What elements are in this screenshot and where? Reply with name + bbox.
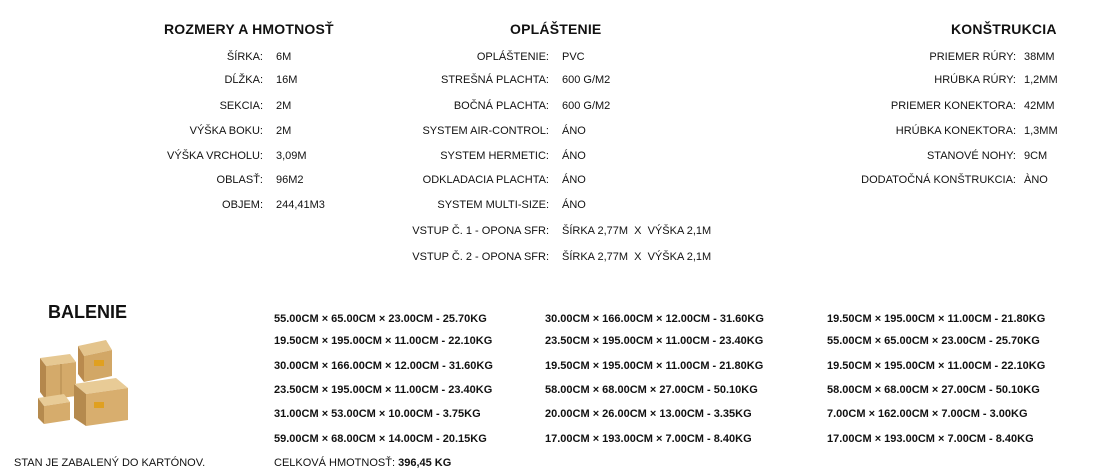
dims-spec-value: 16M — [276, 74, 298, 86]
package-item: 58.00CM × 68.00CM × 27.00CM - 50.10KG — [545, 384, 758, 396]
cover-spec-label: SYSTEM HERMETIC: — [440, 150, 549, 162]
dims-spec-label: ŠÍRKA: — [226, 51, 263, 63]
cover-spec-value: ÁNO — [562, 150, 586, 162]
dims-spec-value: 2M — [276, 100, 292, 112]
construction-spec-label: STANOVÉ NOHY: — [926, 150, 1016, 162]
construction-spec-value: ÀNO — [1024, 174, 1048, 186]
dims-spec-label: SEKCIA: — [219, 100, 263, 112]
total-weight-value: 396,45 KG — [398, 457, 452, 469]
package-item: 19.50CM × 195.00CM × 11.00CM - 21.80KG — [545, 360, 764, 372]
packaging-note: STAN JE ZABALENÝ DO KARTÓNOV. — [14, 457, 206, 469]
package-item: 59.00CM × 68.00CM × 14.00CM - 20.15KG — [274, 433, 487, 445]
construction-spec-value: 9CM — [1024, 150, 1048, 162]
construction-spec-value: 1,3MM — [1024, 125, 1058, 137]
dims-spec-label: VÝŠKA VRCHOLU: — [167, 150, 263, 162]
cover-spec-value: ÁNO — [562, 125, 586, 137]
cover-spec-label: VSTUP Č. 2 - OPONA SFR: — [412, 251, 549, 263]
package-item: 58.00CM × 68.00CM × 27.00CM - 50.10KG — [827, 384, 1040, 396]
construction-spec-label: HRÚBKA RÚRY: — [934, 74, 1016, 86]
dims-spec-value: 96M2 — [276, 174, 304, 186]
cover-spec-value: 600 G/M2 — [562, 100, 611, 112]
construction-spec-label: PRIEMER RÚRY: — [929, 51, 1016, 63]
package-item: 30.00CM × 166.00CM × 12.00CM - 31.60KG — [274, 360, 493, 372]
package-item: 20.00CM × 26.00CM × 13.00CM - 3.35KG — [545, 408, 752, 420]
cover-spec-label: OPLÁŠTENIE: — [476, 51, 549, 63]
dims-spec-label: DĹŽKA: — [224, 74, 263, 86]
dims-spec-value: 3,09M — [276, 150, 307, 162]
cover-spec-value: 600 G/M2 — [562, 74, 611, 86]
cover-spec-label: VSTUP Č. 1 - OPONA SFR: — [412, 225, 549, 237]
total-weight — [274, 457, 451, 469]
cover-spec-label: BOČNÁ PLACHTA: — [453, 100, 549, 112]
total-weight-label: CELKOVÁ HMOTNOSŤ: — [274, 457, 396, 469]
dims-spec-label: OBLASŤ: — [216, 174, 263, 186]
construction-spec-label: PRIEMER KONEKTORA: — [890, 100, 1016, 112]
construction-spec-value: 38MM — [1024, 51, 1055, 63]
package-item: 23.50CM × 195.00CM × 11.00CM - 23.40KG — [274, 384, 493, 396]
package-item: 7.00CM × 162.00CM × 7.00CM - 3.00KG — [827, 408, 1028, 420]
dims-spec-value: 6M — [276, 51, 292, 63]
cover-spec-value: PVC — [562, 51, 585, 63]
dims-title: ROZMERY A HMOTNOSŤ — [164, 21, 334, 37]
cardboard-boxes-icon — [36, 336, 144, 428]
cover-spec-label: STREŠNÁ PLACHTA: — [441, 74, 549, 86]
dims-spec-label: OBJEM: — [222, 199, 263, 211]
construction-spec-value: 42MM — [1024, 100, 1055, 112]
dims-spec-value: 2M — [276, 125, 292, 137]
package-item: 23.50CM × 195.00CM × 11.00CM - 23.40KG — [545, 335, 764, 347]
cover-title: OPLÁŠTENIE — [510, 21, 602, 37]
cover-spec-label: SYSTEM AIR-CONTROL: — [422, 125, 549, 137]
package-item: 17.00CM × 193.00CM × 7.00CM - 8.40KG — [827, 433, 1034, 445]
packaging-title: BALENIE — [48, 302, 128, 322]
package-item: 19.50CM × 195.00CM × 11.00CM - 21.80KG — [827, 313, 1046, 325]
package-item: 55.00CM × 65.00CM × 23.00CM - 25.70KG — [827, 335, 1040, 347]
cover-spec-label: SYSTEM MULTI-SIZE: — [437, 199, 549, 211]
dims-spec-value: 244,41M3 — [276, 199, 325, 211]
construction-spec-label: HRÚBKA KONEKTORA: — [895, 125, 1016, 137]
package-item: 17.00CM × 193.00CM × 7.00CM - 8.40KG — [545, 433, 752, 445]
cover-spec-value: ÁNO — [562, 174, 586, 186]
construction-spec-label: DODATOČNÁ KONŠTRUKCIA: — [861, 174, 1016, 186]
package-item: 55.00CM × 65.00CM × 23.00CM - 25.70KG — [274, 313, 487, 325]
construction-spec-value: 1,2MM — [1024, 74, 1058, 86]
cover-spec-label: ODKLADACIA PLACHTA: — [422, 174, 549, 186]
cover-spec-value: ŠÍRKA 2,77M X VÝŠKA 2,1M — [562, 225, 712, 237]
package-item: 30.00CM × 166.00CM × 12.00CM - 31.60KG — [545, 313, 764, 325]
cover-spec-value: ŠÍRKA 2,77M X VÝŠKA 2,1M — [562, 251, 712, 263]
package-item: 19.50CM × 195.00CM × 11.00CM - 22.10KG — [274, 335, 493, 347]
package-item: 31.00CM × 53.00CM × 10.00CM - 3.75KG — [274, 408, 481, 420]
package-item: 19.50CM × 195.00CM × 11.00CM - 22.10KG — [827, 360, 1046, 372]
cover-spec-value: ÁNO — [562, 199, 586, 211]
dims-spec-label: VÝŠKA BOKU: — [189, 125, 263, 137]
construction-title: KONŠTRUKCIA — [951, 21, 1057, 37]
